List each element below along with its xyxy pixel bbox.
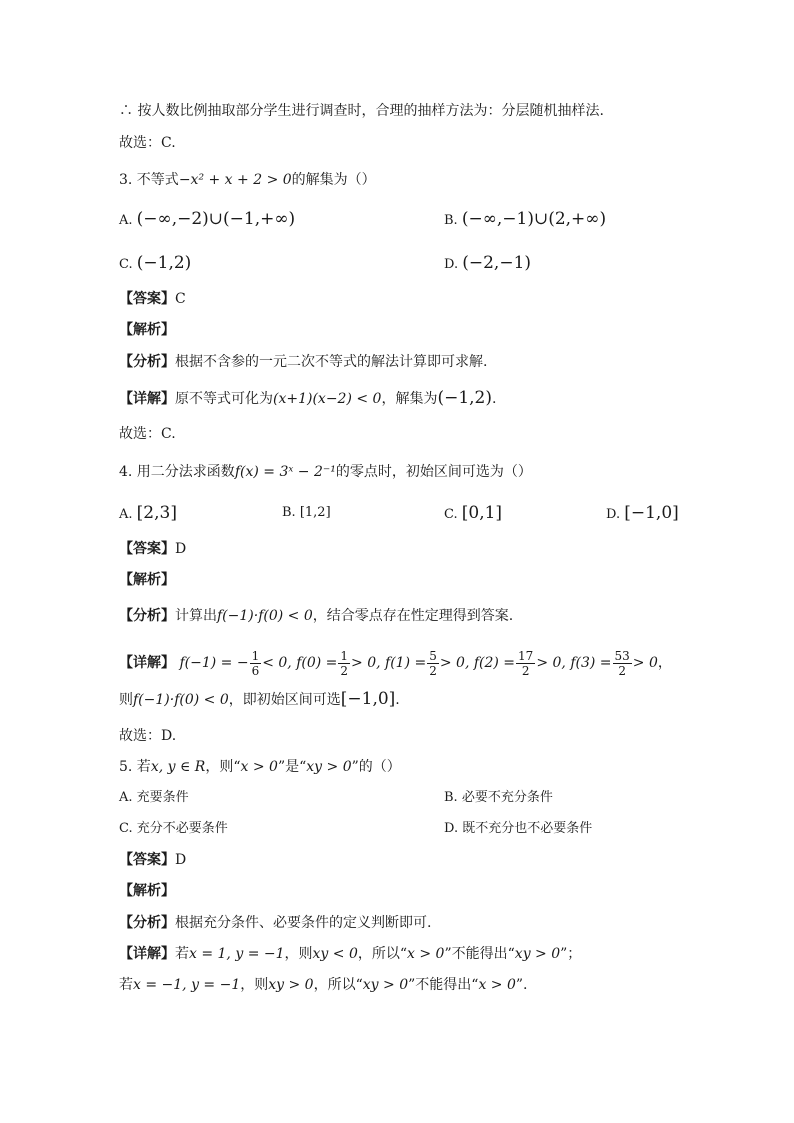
answer-line: 【答案】C bbox=[119, 291, 186, 307]
analysis-line: 【分析】根据不含参的一元二次不等式的解法计算即可求解. bbox=[119, 354, 488, 370]
question-5: 5. 若x, y ∈ R，则“x > 0”是“xy > 0”的（） bbox=[119, 759, 401, 775]
analysis-heading: 【解析】 bbox=[119, 572, 175, 588]
fraction: $\frac{53}{2}$ bbox=[614, 648, 630, 678]
answer-selection: 故选：C. bbox=[119, 426, 176, 442]
fraction: $\frac{5}{2}$ bbox=[429, 648, 437, 678]
option-d: D. 既不充分也不必要条件 bbox=[444, 821, 593, 836]
question-4: 4. 用二分法求函数f(x) = 3ˣ − 2⁻¹的零点时，初始区间可选为（） bbox=[119, 464, 532, 480]
inequality-expression: −x² + x + 2 > 0 bbox=[178, 172, 292, 188]
conclusion-line: 则f(−1)·f(0) < 0，即初始区间可选[−1,0]. bbox=[119, 689, 400, 709]
answer-selection: 故选：D. bbox=[119, 728, 177, 744]
analysis-line: 【分析】计算出f(−1)·f(0) < 0，结合零点存在性定理得到答案. bbox=[119, 608, 514, 624]
question-text: 的解集为（） bbox=[291, 172, 376, 188]
option-c: C. [0,1] bbox=[444, 503, 503, 523]
option-c: C. 充分不必要条件 bbox=[119, 821, 228, 836]
question-3 bbox=[119, 170, 376, 190]
option-d: D. [−1,0] bbox=[606, 503, 679, 523]
analysis-line: 【分析】根据充分条件、必要条件的定义判断即可. bbox=[119, 915, 432, 931]
function-expression: f(x) = 3ˣ − 2⁻¹ bbox=[234, 464, 336, 480]
fraction: $\frac{1}{6}$ bbox=[251, 648, 260, 678]
option-b: B. [1,2] bbox=[282, 505, 331, 520]
detail-line: 【详解】原不等式可化为(x+1)(x−2) < 0，解集为(−1,2). bbox=[119, 388, 497, 408]
answer-line: 【答案】D bbox=[119, 541, 187, 557]
analysis-heading: 【解析】 bbox=[119, 883, 175, 899]
answer-selection: 故选：C. bbox=[119, 135, 176, 151]
fraction: $\frac{17}{2}$ bbox=[518, 648, 534, 678]
answer-line: 【答案】D bbox=[119, 852, 187, 868]
option-c: C. (−1,2) bbox=[119, 253, 192, 273]
detail-line: 若x = −1, y = −1，则xy > 0，所以“xy > 0”不能得出“x > 0”. bbox=[119, 977, 528, 993]
detail-line: 【详解】 f(−1) = − $\frac{1}{6}$ < 0, f(0) = $\frac{1}{2}$ > 0, f(1) = $\frac{5}{2}$ > 0, f(2) = $\frac{17}{2}$ > 0, f(3) = $\frac{53}{2}$ > 0， bbox=[119, 648, 672, 678]
question-number: 3. 不等式 bbox=[119, 172, 179, 188]
option-b: B. 必要不充分条件 bbox=[444, 790, 553, 805]
option-a: A. 充要条件 bbox=[119, 790, 189, 805]
option-a: A. [2,3] bbox=[119, 503, 177, 523]
fraction: $\frac{1}{2}$ bbox=[340, 648, 349, 678]
option-a: A. (−∞,−2)∪(−1,+∞) bbox=[119, 209, 296, 229]
text-line: ∴ 按人数比例抽取部分学生进行调查时，合理的抽样方法为：分层随机抽样法. bbox=[119, 103, 604, 119]
option-d: D. (−2,−1) bbox=[444, 253, 532, 273]
analysis-heading: 【解析】 bbox=[119, 322, 175, 338]
detail-line: 【详解】若x = 1, y = −1，则xy < 0，所以“x > 0”不能得出“xy > 0”； bbox=[119, 946, 582, 962]
option-b: B. (−∞,−1)∪(2,+∞) bbox=[444, 209, 607, 229]
